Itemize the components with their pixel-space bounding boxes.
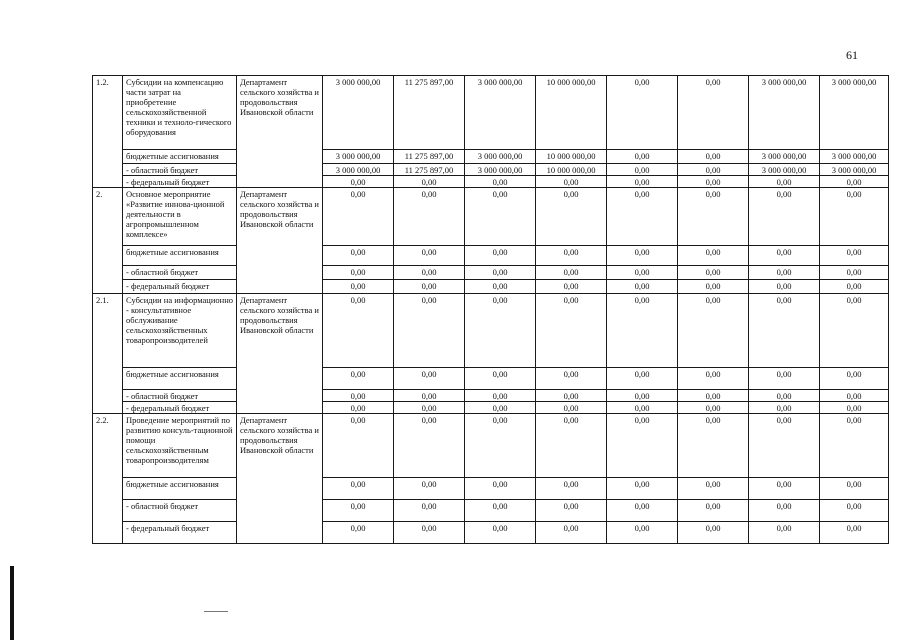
amount-cell: 0,00 bbox=[465, 266, 536, 280]
funding-row bbox=[93, 266, 889, 280]
amount-cell: 0,00 bbox=[323, 280, 394, 294]
amount-cell: 0,00 bbox=[465, 522, 536, 544]
amount-cell: 0,00 bbox=[394, 500, 465, 522]
measure-title: Субсидии на компенсацию части затрат на приобретение сельскохозяйственной техники и техноло-гического оборудования bbox=[123, 76, 237, 150]
amount-cell: 0,00 bbox=[394, 176, 465, 188]
amount-cell: 0,00 bbox=[607, 478, 678, 500]
amount-cell: 0,00 bbox=[465, 246, 536, 266]
amount-cell: 3 000 000,00 bbox=[749, 76, 820, 150]
funding-label: - федеральный бюджет bbox=[123, 402, 237, 414]
funding-row bbox=[93, 150, 889, 164]
amount-cell: 3 000 000,00 bbox=[820, 150, 889, 164]
amount-cell: 0,00 bbox=[536, 500, 607, 522]
amount-cell: 0,00 bbox=[820, 266, 889, 280]
budget-table bbox=[92, 75, 889, 544]
amount-cell: 0,00 bbox=[607, 294, 678, 368]
amount-cell: 0,00 bbox=[820, 402, 889, 414]
table-body bbox=[93, 76, 889, 544]
amount-cell: 0,00 bbox=[323, 266, 394, 280]
amount-cell: 3 000 000,00 bbox=[323, 76, 394, 150]
amount-cell: 0,00 bbox=[536, 176, 607, 188]
funding-label: - областной бюджет bbox=[123, 164, 237, 176]
amount-cell: 3 000 000,00 bbox=[323, 164, 394, 176]
amount-cell: 0,00 bbox=[678, 266, 749, 280]
funding-row bbox=[93, 522, 889, 544]
amount-cell: 0,00 bbox=[749, 280, 820, 294]
amount-cell: 3 000 000,00 bbox=[465, 150, 536, 164]
amount-cell: 0,00 bbox=[323, 414, 394, 478]
amount-cell: 0,00 bbox=[607, 414, 678, 478]
amount-cell: 0,00 bbox=[323, 500, 394, 522]
amount-cell: 0,00 bbox=[607, 246, 678, 266]
amount-cell: 10 000 000,00 bbox=[536, 150, 607, 164]
funding-label: - областной бюджет bbox=[123, 500, 237, 522]
amount-cell: 0,00 bbox=[323, 478, 394, 500]
amount-cell: 0,00 bbox=[536, 280, 607, 294]
amount-cell: 0,00 bbox=[749, 188, 820, 246]
amount-cell: 0,00 bbox=[323, 176, 394, 188]
measure-title: Основное мероприятие «Развитие иннова-ционной деятельности в агропромышленном комплексе» bbox=[123, 188, 237, 246]
amount-cell: 0,00 bbox=[607, 500, 678, 522]
amount-cell: 0,00 bbox=[678, 280, 749, 294]
funding-label: - областной бюджет bbox=[123, 390, 237, 402]
amount-cell: 0,00 bbox=[820, 176, 889, 188]
scan-dash-mark bbox=[204, 611, 228, 612]
amount-cell: 0,00 bbox=[678, 402, 749, 414]
amount-cell: 0,00 bbox=[678, 176, 749, 188]
funding-row bbox=[93, 390, 889, 402]
amount-cell: 0,00 bbox=[394, 522, 465, 544]
department-cell: Департамент сельского хозяйства и продовольствия Ивановской области bbox=[237, 76, 323, 188]
amount-cell: 0,00 bbox=[820, 294, 889, 368]
amount-cell: 10 000 000,00 bbox=[536, 76, 607, 150]
amount-cell: 0,00 bbox=[394, 246, 465, 266]
amount-cell: 0,00 bbox=[323, 294, 394, 368]
amount-cell: 0,00 bbox=[749, 176, 820, 188]
amount-cell: 0,00 bbox=[749, 500, 820, 522]
amount-cell: 0,00 bbox=[820, 478, 889, 500]
amount-cell: 0,00 bbox=[749, 402, 820, 414]
amount-cell: 0,00 bbox=[678, 478, 749, 500]
amount-cell: 0,00 bbox=[678, 150, 749, 164]
amount-cell: 0,00 bbox=[465, 478, 536, 500]
amount-cell: 0,00 bbox=[536, 266, 607, 280]
funding-row bbox=[93, 246, 889, 266]
amount-cell: 0,00 bbox=[465, 500, 536, 522]
amount-cell: 0,00 bbox=[465, 390, 536, 402]
amount-cell: 3 000 000,00 bbox=[820, 164, 889, 176]
amount-cell: 0,00 bbox=[678, 294, 749, 368]
amount-cell: 0,00 bbox=[749, 522, 820, 544]
funding-row bbox=[93, 280, 889, 294]
funding-row bbox=[93, 368, 889, 390]
amount-cell: 0,00 bbox=[820, 500, 889, 522]
amount-cell: 0,00 bbox=[323, 402, 394, 414]
funding-label: бюджетные ассигнования bbox=[123, 478, 237, 500]
funding-label: - областной бюджет bbox=[123, 266, 237, 280]
measure-title: Проведение мероприятий по развитию консуль-тационной помощи сельскохозяйственным товаропроизводителям bbox=[123, 414, 237, 478]
funding-label: - федеральный бюджет bbox=[123, 280, 237, 294]
amount-cell: 0,00 bbox=[394, 414, 465, 478]
amount-cell: 0,00 bbox=[465, 414, 536, 478]
amount-cell: 0,00 bbox=[465, 188, 536, 246]
amount-cell: 0,00 bbox=[536, 478, 607, 500]
department-cell: Департамент сельского хозяйства и продовольствия Ивановской области bbox=[237, 414, 323, 544]
measure-title: Субсидии на информационно - консультативное обслуживание сельскохозяйственных товаропроизводителей bbox=[123, 294, 237, 368]
amount-cell: 0,00 bbox=[749, 294, 820, 368]
amount-cell: 0,00 bbox=[678, 522, 749, 544]
amount-cell: 0,00 bbox=[607, 266, 678, 280]
amount-cell: 0,00 bbox=[536, 402, 607, 414]
funding-row bbox=[93, 164, 889, 176]
amount-cell: 0,00 bbox=[465, 280, 536, 294]
page-number: 61 bbox=[846, 48, 858, 62]
amount-cell: 0,00 bbox=[607, 368, 678, 390]
row-index: 2. bbox=[93, 188, 123, 294]
amount-cell: 0,00 bbox=[749, 266, 820, 280]
amount-cell: 0,00 bbox=[465, 402, 536, 414]
amount-cell: 0,00 bbox=[536, 368, 607, 390]
funding-label: бюджетные ассигнования bbox=[123, 368, 237, 390]
amount-cell: 0,00 bbox=[536, 246, 607, 266]
amount-cell: 0,00 bbox=[678, 246, 749, 266]
amount-cell: 0,00 bbox=[536, 414, 607, 478]
table-row bbox=[93, 294, 889, 368]
funding-label: - федеральный бюджет bbox=[123, 176, 237, 188]
amount-cell: 0,00 bbox=[394, 266, 465, 280]
row-index: 2.1. bbox=[93, 294, 123, 414]
amount-cell: 0,00 bbox=[749, 246, 820, 266]
amount-cell: 0,00 bbox=[678, 390, 749, 402]
funding-label: бюджетные ассигнования bbox=[123, 246, 237, 266]
funding-row bbox=[93, 500, 889, 522]
amount-cell: 0,00 bbox=[607, 164, 678, 176]
amount-cell: 0,00 bbox=[536, 294, 607, 368]
amount-cell: 0,00 bbox=[820, 368, 889, 390]
department-cell: Департамент сельского хозяйства и продовольствия Ивановской области bbox=[237, 188, 323, 294]
amount-cell: 0,00 bbox=[820, 280, 889, 294]
amount-cell: 0,00 bbox=[323, 188, 394, 246]
amount-cell: 0,00 bbox=[678, 188, 749, 246]
amount-cell: 0,00 bbox=[465, 176, 536, 188]
amount-cell: 3 000 000,00 bbox=[820, 76, 889, 150]
amount-cell: 0,00 bbox=[607, 390, 678, 402]
funding-row bbox=[93, 402, 889, 414]
amount-cell: 0,00 bbox=[394, 188, 465, 246]
funding-label: бюджетные ассигнования bbox=[123, 150, 237, 164]
amount-cell: 0,00 bbox=[323, 390, 394, 402]
amount-cell: 0,00 bbox=[394, 280, 465, 294]
amount-cell: 0,00 bbox=[749, 390, 820, 402]
amount-cell: 0,00 bbox=[820, 522, 889, 544]
amount-cell: 0,00 bbox=[607, 76, 678, 150]
amount-cell: 0,00 bbox=[465, 368, 536, 390]
funding-row bbox=[93, 176, 889, 188]
amount-cell: 0,00 bbox=[678, 368, 749, 390]
amount-cell: 0,00 bbox=[394, 294, 465, 368]
amount-cell: 0,00 bbox=[678, 164, 749, 176]
department-cell: Департамент сельского хозяйства и продовольствия Ивановской области bbox=[237, 294, 323, 414]
amount-cell: 0,00 bbox=[323, 522, 394, 544]
table-row bbox=[93, 76, 889, 150]
amount-cell: 3 000 000,00 bbox=[749, 164, 820, 176]
amount-cell: 0,00 bbox=[536, 188, 607, 246]
amount-cell: 0,00 bbox=[394, 390, 465, 402]
amount-cell: 0,00 bbox=[607, 402, 678, 414]
table-row bbox=[93, 188, 889, 246]
amount-cell: 0,00 bbox=[607, 176, 678, 188]
amount-cell: 0,00 bbox=[394, 478, 465, 500]
amount-cell: 0,00 bbox=[678, 76, 749, 150]
amount-cell: 0,00 bbox=[820, 188, 889, 246]
amount-cell: 0,00 bbox=[394, 368, 465, 390]
amount-cell: 0,00 bbox=[749, 368, 820, 390]
amount-cell: 3 000 000,00 bbox=[323, 150, 394, 164]
amount-cell: 3 000 000,00 bbox=[465, 164, 536, 176]
amount-cell: 0,00 bbox=[323, 246, 394, 266]
amount-cell: 3 000 000,00 bbox=[465, 76, 536, 150]
funding-row bbox=[93, 478, 889, 500]
amount-cell: 0,00 bbox=[820, 414, 889, 478]
amount-cell: 0,00 bbox=[678, 414, 749, 478]
amount-cell: 0,00 bbox=[323, 368, 394, 390]
amount-cell: 11 275 897,00 bbox=[394, 76, 465, 150]
amount-cell: 3 000 000,00 bbox=[749, 150, 820, 164]
amount-cell: 10 000 000,00 bbox=[536, 164, 607, 176]
table-row bbox=[93, 414, 889, 478]
amount-cell: 0,00 bbox=[607, 150, 678, 164]
amount-cell: 11 275 897,00 bbox=[394, 164, 465, 176]
row-index: 2.2. bbox=[93, 414, 123, 544]
amount-cell: 0,00 bbox=[536, 522, 607, 544]
row-index: 1.2. bbox=[93, 76, 123, 188]
amount-cell: 0,00 bbox=[536, 390, 607, 402]
amount-cell: 0,00 bbox=[465, 294, 536, 368]
amount-cell: 0,00 bbox=[749, 414, 820, 478]
amount-cell: 0,00 bbox=[820, 246, 889, 266]
amount-cell: 0,00 bbox=[678, 500, 749, 522]
amount-cell: 0,00 bbox=[820, 390, 889, 402]
amount-cell: 0,00 bbox=[607, 188, 678, 246]
funding-label: - федеральный бюджет bbox=[123, 522, 237, 544]
amount-cell: 0,00 bbox=[607, 522, 678, 544]
amount-cell: 0,00 bbox=[607, 280, 678, 294]
scan-margin-mark bbox=[10, 566, 14, 640]
amount-cell: 11 275 897,00 bbox=[394, 150, 465, 164]
amount-cell: 0,00 bbox=[749, 478, 820, 500]
amount-cell: 0,00 bbox=[394, 402, 465, 414]
